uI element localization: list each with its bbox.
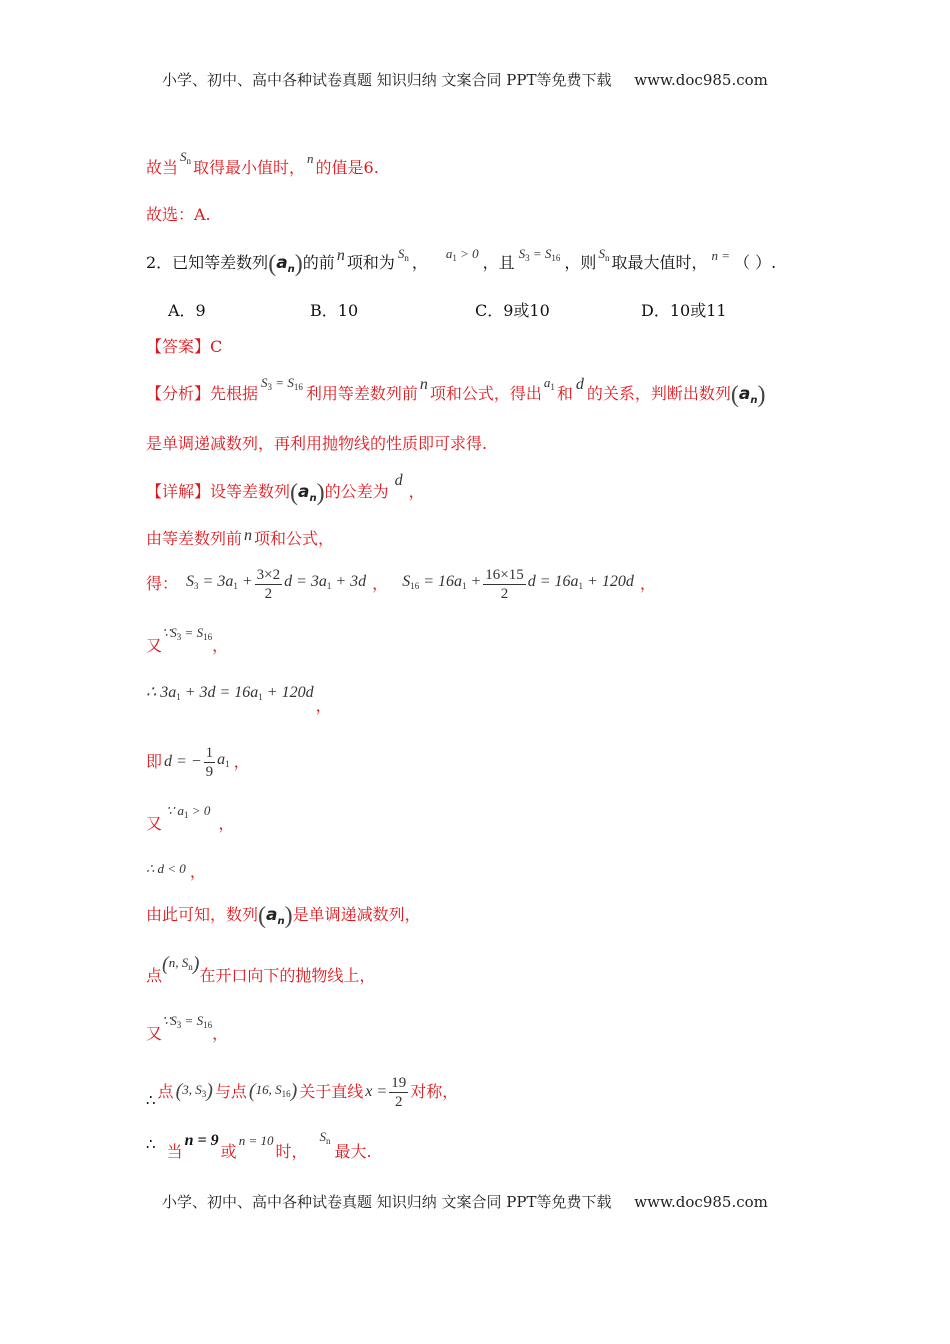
detail-line-1: 【详解】设等差数列$(a_n)$的公差为d，: [146, 472, 425, 506]
footer-text: 小学、初中、高中各种试卷真题 知识归纳 文案合同 PPT等免费下载: [162, 1193, 612, 1211]
detail-line-2: 由等差数列前 n 项和公式，: [146, 527, 335, 548]
page-header: [162, 70, 768, 90]
line-choice: 故选：A.: [146, 205, 211, 224]
detail-line-symmetry: ∴ 点 (3, $S_3$) 与点 (16, $S_{16}$) 关于直线 x = $\frac{19}{2}$ 对称，: [146, 1074, 459, 1110]
detail-line-again-2: 又∵ $a_1 > 0$，: [146, 803, 235, 833]
header-url[interactable]: www.doc985.com: [634, 71, 768, 89]
options-row: [0, 301, 950, 323]
detail-line-therefore-2: ∴ d < 0 ，: [146, 861, 206, 881]
option-a[interactable]: A．9: [168, 301, 206, 320]
detail-line-again-3: 又$\because S_3 = S_{16}$，: [146, 1013, 229, 1043]
detail-line-final: ∴ 当n = 9或n = 10时，$^{S_n}$最大.: [146, 1129, 372, 1161]
analysis-line-1: 【分析】先根据$^{S_3 = S_{16}}$ 利用等差数列前 n 项和公式，得出$^{a_1}$ 和 d 的关系，判断出数列$(a_n)$: [146, 375, 766, 408]
detail-line-monotonic: 由此可知，数列$(a_n)$是单调递减数列，: [146, 903, 421, 929]
answer-value: C: [210, 337, 223, 356]
answer-line: 【答案】C: [146, 337, 223, 356]
option-b[interactable]: B．10: [310, 301, 359, 320]
option-c[interactable]: C．9或10: [475, 301, 550, 320]
detail-line-again-1: 又$\because S_3 = S_{16}$，: [146, 625, 229, 655]
detail-line-parabola: 点$^{(n, S_n)}$在开口向下的抛物线上，: [146, 953, 376, 985]
formula-sums: 得： $S_3 = 3a_1$ + $\frac{3\times 2}{2}$ $d = 3a_1 + 3d$ ， $S_{16} = 16a_1$ + $\frac{16\times 15}{2}$ $d = 16a_1 + 120d$ ，: [146, 566, 656, 602]
header-text: 小学、初中、高中各种试卷真题 知识归纳 文案合同 PPT等免费下载: [162, 71, 612, 89]
page-footer: [162, 1192, 768, 1212]
footer-url[interactable]: www.doc985.com: [634, 1193, 768, 1211]
line-conclusion-min: 故当$^{S_n}$ 取得最小值时， $^n$ 的值是6.: [146, 149, 379, 177]
detail-line-therefore-1: ∴ $3a_1 + 3d = 16a_1 + 120d$，: [146, 684, 332, 715]
question-stem: 2．已知等差数列$(a_n)$的前 n 项和为 $^{S_n}$ ， $^{a_1 > 0}$ ，且 $^{S_3 = S_{16}}$ ，则 $^{S_n}$ 取最大值时， $^{n =}$ （ ）.: [146, 246, 777, 277]
analysis-line-2: 是单调递减数列，再利用抛物线的性质即可求得.: [146, 434, 488, 453]
option-d[interactable]: D．10或11: [641, 301, 727, 320]
detail-line-d-value: 即 d = − $\frac{1}{9}$ $a_1$ ，: [146, 744, 250, 780]
